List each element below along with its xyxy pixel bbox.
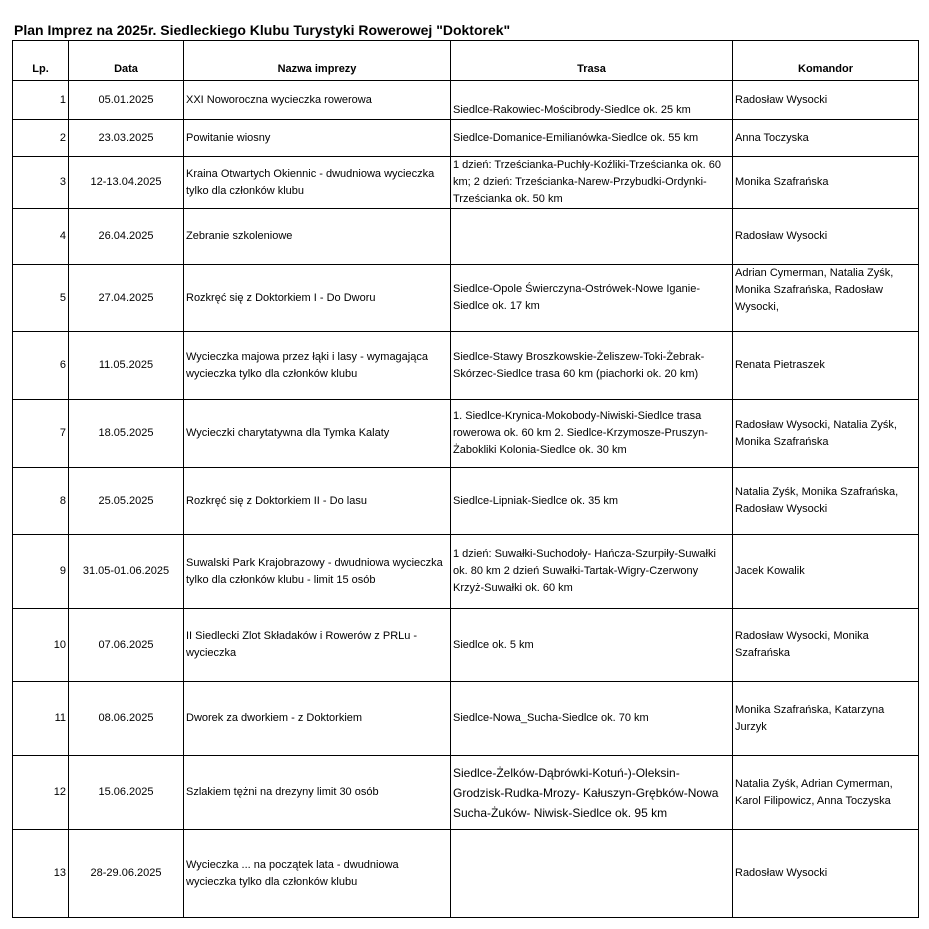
cell-name: Dworek za dworkiem - z Doktorkiem xyxy=(184,682,451,756)
cell-name: Kraina Otwartych Okiennic - dwudniowa wycieczka tylko dla członków klubu xyxy=(184,157,451,209)
header-date: Data xyxy=(69,41,184,81)
cell-date: 31.05-01.06.2025 xyxy=(69,535,184,609)
cell-commander: Radosław Wysocki xyxy=(733,209,919,265)
cell-route: 1 dzień: Suwałki-Suchodoły- Hańcza-Szurpiły-Suwałki ok. 80 km 2 dzień Suwałki-Tartak-Wigry-Czerwony Krzyż-Suwałki ok. 60 km xyxy=(451,535,733,609)
table-row xyxy=(13,756,919,830)
cell-lp: 2 xyxy=(13,120,69,157)
cell-commander: Anna Toczyska xyxy=(733,120,919,157)
cell-name: XXI Noworoczna wycieczka rowerowa xyxy=(184,81,451,120)
cell-date: 11.05.2025 xyxy=(69,332,184,400)
cell-commander: Radosław Wysocki, Monika Szafrańska xyxy=(733,609,919,682)
cell-route: Siedlce-Domanice-Emilianówka-Siedlce ok. 55 km xyxy=(451,120,733,157)
cell-lp: 13 xyxy=(13,830,69,918)
table-row xyxy=(13,609,919,682)
cell-route: Siedlce-Opole Świerczyna-Ostrówek-Nowe Iganie-Siedlce ok. 17 km xyxy=(451,265,733,332)
cell-lp: 12 xyxy=(13,756,69,830)
table-row xyxy=(13,535,919,609)
cell-lp: 7 xyxy=(13,400,69,468)
cell-date: 12-13.04.2025 xyxy=(69,157,184,209)
cell-commander: Radosław Wysocki xyxy=(733,830,919,918)
cell-name: Wycieczka ... na początek lata - dwudniowa wycieczka tylko dla członków klubu xyxy=(184,830,451,918)
cell-commander: Monika Szafrańska xyxy=(733,157,919,209)
events-table xyxy=(12,40,919,918)
cell-date: 05.01.2025 xyxy=(69,81,184,120)
cell-date: 23.03.2025 xyxy=(69,120,184,157)
cell-name: Suwalski Park Krajobrazowy - dwudniowa wycieczka tylko dla członków klubu - limit 15 osób xyxy=(184,535,451,609)
cell-lp: 8 xyxy=(13,468,69,535)
header-route: Trasa xyxy=(451,41,733,81)
cell-date: 07.06.2025 xyxy=(69,609,184,682)
table-row xyxy=(13,157,919,209)
cell-date: 15.06.2025 xyxy=(69,756,184,830)
cell-name: Wycieczki charytatywna dla Tymka Kalaty xyxy=(184,400,451,468)
cell-route: 1 dzień: Trześcianka-Puchły-Koźliki-Trześcianka ok. 60 km; 2 dzień: Trześcianka-Narew-Przybudki-Ordynki-Trześcianka ok. 50 km xyxy=(451,157,733,209)
cell-commander: Jacek Kowalik xyxy=(733,535,919,609)
cell-date: 08.06.2025 xyxy=(69,682,184,756)
cell-lp: 9 xyxy=(13,535,69,609)
table-row xyxy=(13,81,919,120)
cell-commander: Adrian Cymerman, Natalia Zyśk, Monika Szafrańska, Radosław Wysocki, xyxy=(733,265,919,332)
cell-name: Rozkręć się z Doktorkiem I - Do Dworu xyxy=(184,265,451,332)
document-title: Plan Imprez na 2025r. Siedleckiego Klubu Turystyki Rowerowej "Doktorek" xyxy=(14,22,511,38)
cell-route: 1. Siedlce-Krynica-Mokobody-Niwiski-Siedlce trasa rowerowa ok. 60 km 2. Siedlce-Krzymosze-Pruszyn-Żabokliki Kolonia-Siedlce ok. 30 km xyxy=(451,400,733,468)
cell-name: Szlakiem tężni na drezyny limit 30 osób xyxy=(184,756,451,830)
cell-route xyxy=(451,209,733,265)
cell-commander: Natalia Zyśk, Adrian Cymerman, Karol Filipowicz, Anna Toczyska xyxy=(733,756,919,830)
header-name: Nazwa imprezy xyxy=(184,41,451,81)
cell-date: 18.05.2025 xyxy=(69,400,184,468)
cell-date: 28-29.06.2025 xyxy=(69,830,184,918)
cell-lp: 6 xyxy=(13,332,69,400)
cell-commander: Natalia Zyśk, Monika Szafrańska, Radosław Wysocki xyxy=(733,468,919,535)
cell-date: 26.04.2025 xyxy=(69,209,184,265)
cell-route: Siedlce-Lipniak-Siedlce ok. 35 km xyxy=(451,468,733,535)
cell-lp: 5 xyxy=(13,265,69,332)
cell-commander: Radosław Wysocki xyxy=(733,81,919,120)
header-commander: Komandor xyxy=(733,41,919,81)
cell-commander: Radosław Wysocki, Natalia Zyśk, Monika Szafrańska xyxy=(733,400,919,468)
cell-lp: 1 xyxy=(13,81,69,120)
table-row xyxy=(13,120,919,157)
cell-name: Powitanie wiosny xyxy=(184,120,451,157)
cell-route xyxy=(451,830,733,918)
cell-route: Siedlce-Żelków-Dąbrówki-Kotuń-)-Oleksin-Grodzisk-Rudka-Mrozy- Kałuszyn-Grębków-Nowa Sucha-Żuków- Niwisk-Siedlce ok. 95 km xyxy=(451,756,733,830)
cell-lp: 11 xyxy=(13,682,69,756)
cell-name: Zebranie szkoleniowe xyxy=(184,209,451,265)
table-row xyxy=(13,400,919,468)
cell-lp: 3 xyxy=(13,157,69,209)
cell-name: Wycieczka majowa przez łąki i lasy - wymagająca wycieczka tylko dla członków klubu xyxy=(184,332,451,400)
cell-lp: 10 xyxy=(13,609,69,682)
table-row xyxy=(13,332,919,400)
table-row xyxy=(13,209,919,265)
table-row xyxy=(13,682,919,756)
cell-route: Siedlce ok. 5 km xyxy=(451,609,733,682)
table-row xyxy=(13,265,919,332)
cell-route: Siedlce-Rakowiec-Mościbrody-Siedlce ok. 25 km xyxy=(451,81,733,120)
cell-commander: Monika Szafrańska, Katarzyna Jurzyk xyxy=(733,682,919,756)
table-header-row xyxy=(13,41,919,81)
table-row xyxy=(13,830,919,918)
cell-route: Siedlce-Nowa_Sucha-Siedlce ok. 70 km xyxy=(451,682,733,756)
cell-date: 27.04.2025 xyxy=(69,265,184,332)
table-row xyxy=(13,468,919,535)
cell-name: II Siedlecki Zlot Składaków i Rowerów z PRLu - wycieczka xyxy=(184,609,451,682)
cell-route: Siedlce-Stawy Broszkowskie-Żeliszew-Toki-Żebrak-Skórzec-Siedlce trasa 60 km (piachorki ok. 20 km) xyxy=(451,332,733,400)
cell-date: 25.05.2025 xyxy=(69,468,184,535)
header-lp: Lp. xyxy=(13,41,69,81)
cell-name: Rozkręć się z Doktorkiem II - Do lasu xyxy=(184,468,451,535)
cell-commander: Renata Pietraszek xyxy=(733,332,919,400)
cell-lp: 4 xyxy=(13,209,69,265)
